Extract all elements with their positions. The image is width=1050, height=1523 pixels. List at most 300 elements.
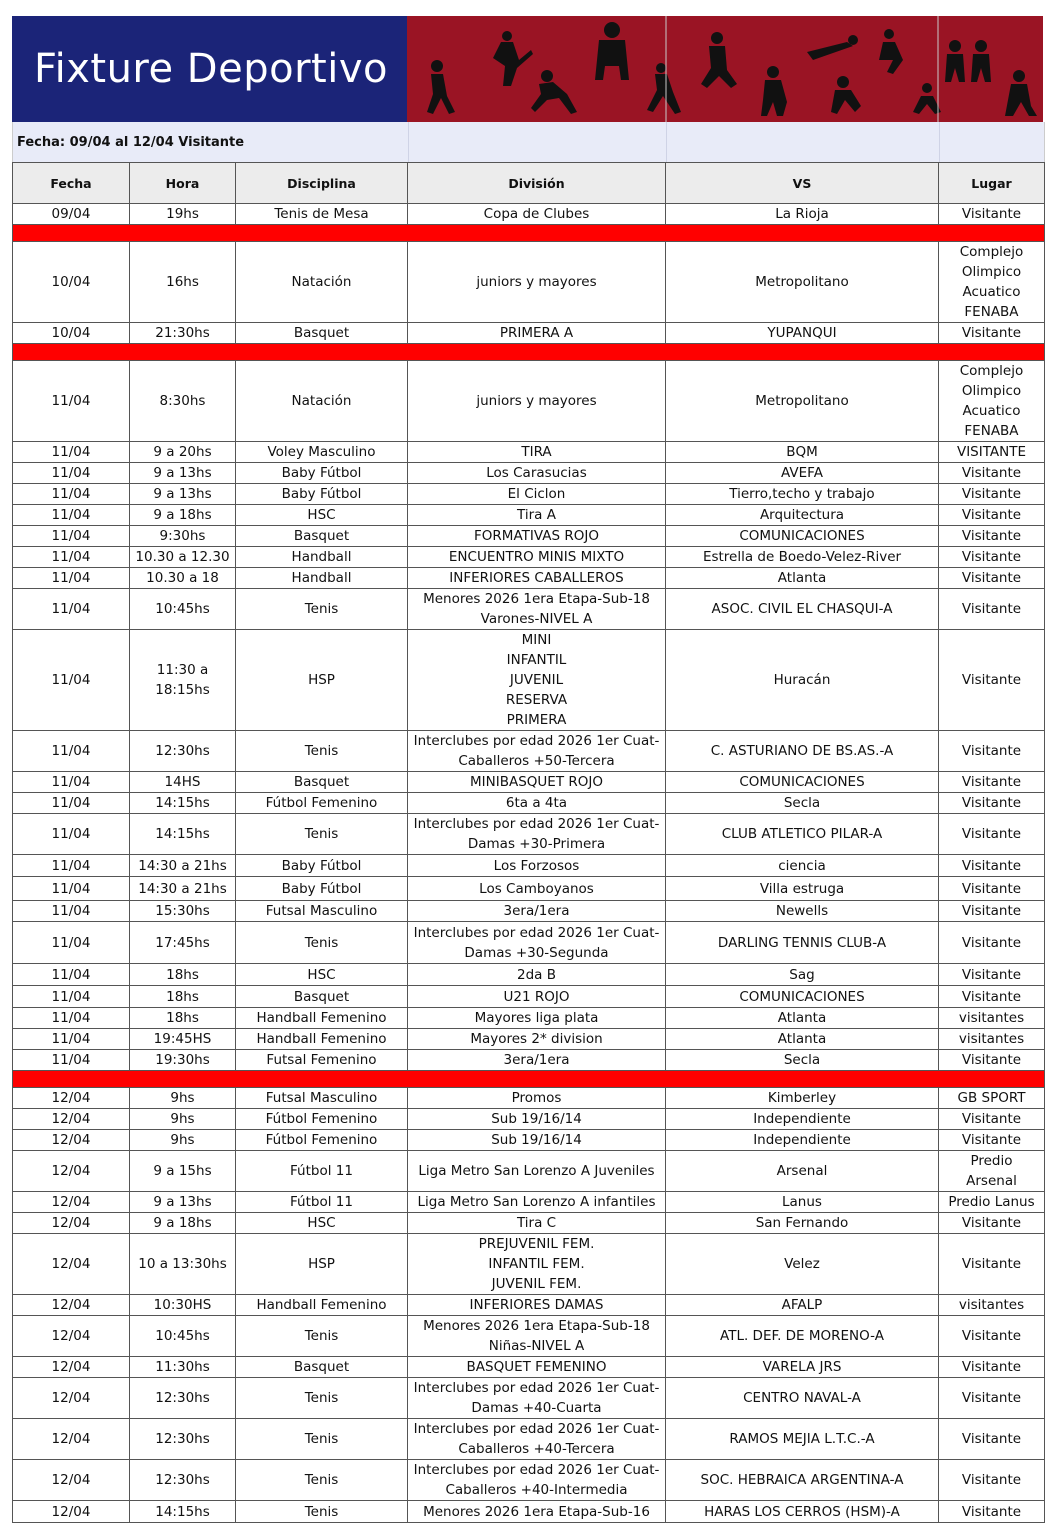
table-row [13,568,1045,589]
table-row [13,1234,1045,1295]
cell-division: 3era/1era [408,901,666,922]
cell-fecha: 10/04 [13,323,130,344]
cell-division: Mayores 2* division [408,1029,666,1050]
table-row [13,731,1045,772]
cell-division: Interclubes por edad 2026 1er Cuat- Damas +40-Cuarta [408,1378,666,1419]
table-row [13,986,1045,1008]
cell-division: Los Carasucias [408,463,666,484]
table-row [13,901,1045,922]
cell-vs: COMUNICACIONES [666,986,939,1008]
cell-hora: 17:45hs [130,922,236,964]
cell-division: 3era/1era [408,1050,666,1071]
table-row [13,964,1045,986]
cell-disciplina: Tenis [236,1419,408,1460]
cell-lugar: Visitante [939,1130,1045,1151]
cell-lugar: Visitante [939,855,1045,877]
cell-division: INFERIORES CABALLEROS [408,568,666,589]
cell-division: Interclubes por edad 2026 1er Cuat- Damas +30-Primera [408,814,666,855]
cell-fecha: 11/04 [13,1029,130,1050]
cell-disciplina: Tenis [236,1460,408,1501]
cell-division: Tira C [408,1213,666,1234]
cell-disciplina: Fútbol 11 [236,1151,408,1192]
cell-fecha: 11/04 [13,731,130,772]
header-banner [12,16,1043,122]
cell-division: Los Camboyanos [408,877,666,901]
table-row [13,855,1045,877]
cell-fecha: 11/04 [13,589,130,630]
cell-lugar: Complejo Olimpico Acuatico FENABA [939,361,1045,442]
cell-vs: AFALP [666,1295,939,1316]
cell-lugar: Visitante [939,526,1045,547]
cell-disciplina: Basquet [236,526,408,547]
cell-vs: Atlanta [666,1029,939,1050]
cell-vs: CLUB ATLETICO PILAR-A [666,814,939,855]
cell-division: Menores 2026 1era Etapa-Sub-16 [408,1501,666,1523]
cell-fecha: 11/04 [13,901,130,922]
cell-division: Copa de Clubes [408,204,666,225]
cell-disciplina: Handball Femenino [236,1295,408,1316]
cell-lugar: Visitante [939,877,1045,901]
cell-lugar: Predio Lanus [939,1192,1045,1213]
cell-vs: Secla [666,793,939,814]
cell-lugar: GB SPORT [939,1088,1045,1109]
cell-hora: 14:30 a 21hs [130,855,236,877]
cell-disciplina: Futsal Femenino [236,1050,408,1071]
cell-hora: 14:15hs [130,1501,236,1523]
cell-disciplina: Handball [236,568,408,589]
cell-lugar: Visitante [939,630,1045,731]
cell-vs: Newells [666,901,939,922]
table-row [13,1357,1045,1378]
separator-band [13,344,1045,361]
cell-vs: Atlanta [666,568,939,589]
cell-division: Interclubes por edad 2026 1er Cuat- Caballeros +40-Tercera [408,1419,666,1460]
cell-lugar: Visitante [939,1213,1045,1234]
cell-disciplina: Natación [236,242,408,323]
cell-division: Sub 19/16/14 [408,1109,666,1130]
cell-division: Los Forzosos [408,855,666,877]
cell-hora: 9 a 13hs [130,463,236,484]
cell-vs: Estrella de Boedo-Velez-River [666,547,939,568]
cell-fecha: 12/04 [13,1378,130,1419]
date-range-bar [12,122,1045,162]
cell-division: 2da B [408,964,666,986]
cell-division: Mayores liga plata [408,1008,666,1029]
table-row [13,793,1045,814]
cell-fecha: 12/04 [13,1151,130,1192]
cell-fecha: 11/04 [13,630,130,731]
cell-fecha: 11/04 [13,964,130,986]
cell-vs: AVEFA [666,463,939,484]
cell-fecha: 12/04 [13,1192,130,1213]
cell-hora: 10:30HS [130,1295,236,1316]
cell-division: juniors y mayores [408,361,666,442]
cell-hora: 9 a 13hs [130,484,236,505]
separator-band [13,225,1045,242]
table-row [13,1460,1045,1501]
cell-disciplina: Tenis [236,814,408,855]
cell-hora: 9 a 13hs [130,1192,236,1213]
cell-disciplina: Fútbol Femenino [236,1130,408,1151]
cell-disciplina: HSC [236,1213,408,1234]
cell-fecha: 12/04 [13,1295,130,1316]
cell-lugar: Visitante [939,1501,1045,1523]
cell-hora: 8:30hs [130,361,236,442]
cell-hora: 10.30 a 18 [130,568,236,589]
cell-fecha: 12/04 [13,1501,130,1523]
table-header-row [13,163,1045,204]
cell-disciplina: Voley Masculino [236,442,408,463]
divider [666,122,667,162]
cell-disciplina: Baby Fútbol [236,484,408,505]
column-header-division: División [408,163,666,204]
cell-lugar: Visitante [939,922,1045,964]
cell-lugar: Visitante [939,772,1045,793]
cell-hora: 10.30 a 12.30 [130,547,236,568]
cell-fecha: 11/04 [13,442,130,463]
cell-disciplina: Futsal Masculino [236,901,408,922]
cell-division: Interclubes por edad 2026 1er Cuat- Damas +30-Segunda [408,922,666,964]
table-row [13,1316,1045,1357]
table-row [13,442,1045,463]
cell-fecha: 11/04 [13,814,130,855]
cell-hora: 18hs [130,964,236,986]
cell-lugar: visitantes [939,1008,1045,1029]
separator-band [13,1071,1045,1088]
table-row [13,463,1045,484]
table-row [13,772,1045,793]
cell-hora: 12:30hs [130,1378,236,1419]
table-row [13,922,1045,964]
cell-division: 6ta a 4ta [408,793,666,814]
cell-division: PRIMERA A [408,323,666,344]
divider [408,122,409,162]
fixture-table-body [13,204,1045,1523]
cell-disciplina: HSC [236,964,408,986]
table-row [13,1088,1045,1109]
cell-hora: 15:30hs [130,901,236,922]
cell-hora: 14:15hs [130,814,236,855]
cell-hora: 18hs [130,986,236,1008]
cell-hora: 10:45hs [130,1316,236,1357]
cell-hora: 19:45HS [130,1029,236,1050]
table-row [13,630,1045,731]
cell-lugar: Visitante [939,568,1045,589]
table-row [13,505,1045,526]
table-row [13,484,1045,505]
cell-vs: Villa estruga [666,877,939,901]
cell-fecha: 12/04 [13,1088,130,1109]
table-row [13,1130,1045,1151]
cell-lugar: Visitante [939,463,1045,484]
cell-disciplina: Natación [236,361,408,442]
cell-disciplina: Tenis [236,922,408,964]
column-header-vs: VS [666,163,939,204]
cell-vs: Sag [666,964,939,986]
cell-lugar: Visitante [939,1419,1045,1460]
cell-disciplina: Futsal Masculino [236,1088,408,1109]
cell-fecha: 11/04 [13,547,130,568]
cell-disciplina: Tenis [236,589,408,630]
cell-lugar: visitantes [939,1029,1045,1050]
cell-vs: ATL. DEF. DE MORENO-A [666,1316,939,1357]
cell-lugar: Visitante [939,1050,1045,1071]
sports-silhouettes-image [407,16,1043,122]
cell-hora: 11:30 a 18:15hs [130,630,236,731]
date-separator-row [13,344,1045,361]
cell-vs: Arquitectura [666,505,939,526]
cell-division: U21 ROJO [408,986,666,1008]
cell-division: Sub 19/16/14 [408,1130,666,1151]
column-header-hora: Hora [130,163,236,204]
cell-lugar: Visitante [939,964,1045,986]
cell-disciplina: Handball Femenino [236,1029,408,1050]
cell-vs: CENTRO NAVAL-A [666,1378,939,1419]
cell-fecha: 11/04 [13,463,130,484]
cell-lugar: Visitante [939,1378,1045,1419]
cell-vs: Atlanta [666,1008,939,1029]
cell-disciplina: Basquet [236,1357,408,1378]
cell-hora: 9 a 18hs [130,1213,236,1234]
cell-hora: 14:30 a 21hs [130,877,236,901]
cell-lugar: Visitante [939,731,1045,772]
cell-hora: 16hs [130,242,236,323]
cell-lugar: Visitante [939,814,1045,855]
table-row [13,1501,1045,1523]
cell-vs: COMUNICACIONES [666,526,939,547]
cell-vs: RAMOS MEJIA L.T.C.-A [666,1419,939,1460]
cell-lugar: Visitante [939,484,1045,505]
cell-fecha: 11/04 [13,526,130,547]
table-row [13,242,1045,323]
cell-hora: 10:45hs [130,589,236,630]
table-row [13,1378,1045,1419]
cell-division: Liga Metro San Lorenzo A Juveniles [408,1151,666,1192]
cell-fecha: 12/04 [13,1316,130,1357]
cell-disciplina: Fútbol Femenino [236,793,408,814]
cell-division: INFERIORES DAMAS [408,1295,666,1316]
cell-fecha: 11/04 [13,484,130,505]
cell-fecha: 12/04 [13,1213,130,1234]
cell-division: TIRA [408,442,666,463]
cell-hora: 9 a 18hs [130,505,236,526]
table-row [13,1151,1045,1192]
table-row [13,1295,1045,1316]
cell-lugar: visitantes [939,1295,1045,1316]
divider [939,122,940,162]
cell-hora: 19:30hs [130,1050,236,1071]
cell-vs: YUPANQUI [666,323,939,344]
cell-division: PREJUVENIL FEM. INFANTIL FEM. JUVENIL FEM. [408,1234,666,1295]
cell-hora: 11:30hs [130,1357,236,1378]
cell-lugar: Visitante [939,1109,1045,1130]
cell-disciplina: Tenis de Mesa [236,204,408,225]
cell-disciplina: Fútbol Femenino [236,1109,408,1130]
cell-hora: 9 a 20hs [130,442,236,463]
cell-fecha: 11/04 [13,986,130,1008]
cell-hora: 18hs [130,1008,236,1029]
column-header-fecha: Fecha [13,163,130,204]
cell-division: Tira A [408,505,666,526]
cell-fecha: 12/04 [13,1460,130,1501]
cell-hora: 14:15hs [130,793,236,814]
cell-fecha: 11/04 [13,922,130,964]
cell-lugar: Visitante [939,1316,1045,1357]
table-row [13,1029,1045,1050]
table-row [13,361,1045,442]
cell-vs: VARELA JRS [666,1357,939,1378]
cell-disciplina: Baby Fútbol [236,877,408,901]
cell-vs: Arsenal [666,1151,939,1192]
cell-hora: 19hs [130,204,236,225]
cell-disciplina: Fútbol 11 [236,1192,408,1213]
cell-lugar: Visitante [939,1357,1045,1378]
cell-fecha: 11/04 [13,1050,130,1071]
cell-vs: Independiente [666,1130,939,1151]
cell-lugar: Visitante [939,204,1045,225]
cell-fecha: 11/04 [13,361,130,442]
table-row [13,204,1045,225]
cell-lugar: Visitante [939,589,1045,630]
cell-lugar: Predio Arsenal [939,1151,1045,1192]
cell-hora: 9hs [130,1088,236,1109]
cell-vs: Metropolitano [666,242,939,323]
cell-division: MINI INFANTIL JUVENIL RESERVA PRIMERA [408,630,666,731]
cell-fecha: 11/04 [13,772,130,793]
cell-vs: BQM [666,442,939,463]
cell-division: ENCUENTRO MINIS MIXTO [408,547,666,568]
cell-hora: 12:30hs [130,1460,236,1501]
date-separator-row [13,225,1045,242]
cell-vs: SOC. HEBRAICA ARGENTINA-A [666,1460,939,1501]
cell-fecha: 11/04 [13,793,130,814]
table-row [13,547,1045,568]
cell-division: Liga Metro San Lorenzo A infantiles [408,1192,666,1213]
cell-disciplina: Handball Femenino [236,1008,408,1029]
cell-lugar: Visitante [939,901,1045,922]
cell-disciplina: Baby Fútbol [236,855,408,877]
cell-disciplina: Tenis [236,731,408,772]
cell-vs: C. ASTURIANO DE BS.AS.-A [666,731,939,772]
athletes-silhouette-icon [407,16,1043,122]
cell-disciplina: Tenis [236,1378,408,1419]
cell-disciplina: Baby Fútbol [236,463,408,484]
cell-hora: 9:30hs [130,526,236,547]
cell-division: El Ciclon [408,484,666,505]
table-row [13,1008,1045,1029]
cell-disciplina: Basquet [236,772,408,793]
cell-disciplina: Basquet [236,323,408,344]
cell-lugar: VISITANTE [939,442,1045,463]
cell-hora: 10 a 13:30hs [130,1234,236,1295]
table-row [13,1192,1045,1213]
cell-vs: Secla [666,1050,939,1071]
column-header-lugar: Lugar [939,163,1045,204]
cell-lugar: Visitante [939,986,1045,1008]
cell-division: FORMATIVAS ROJO [408,526,666,547]
cell-vs: Independiente [666,1109,939,1130]
cell-fecha: 12/04 [13,1419,130,1460]
cell-disciplina: HSP [236,1234,408,1295]
cell-disciplina: Tenis [236,1501,408,1523]
cell-fecha: 12/04 [13,1357,130,1378]
cell-lugar: Visitante [939,793,1045,814]
cell-lugar: Visitante [939,323,1045,344]
cell-vs: ciencia [666,855,939,877]
date-range-text: Fecha: 09/04 al 12/04 Visitante [17,134,245,150]
cell-vs: Tierro,techo y trabajo [666,484,939,505]
cell-hora: 14HS [130,772,236,793]
cell-hora: 9hs [130,1130,236,1151]
cell-vs: Metropolitano [666,361,939,442]
cell-disciplina: HSP [236,630,408,731]
cell-division: Promos [408,1088,666,1109]
cell-fecha: 11/04 [13,505,130,526]
cell-vs: ASOC. CIVIL EL CHASQUI-A [666,589,939,630]
cell-fecha: 12/04 [13,1234,130,1295]
table-row [13,814,1045,855]
cell-division: Interclubes por edad 2026 1er Cuat- Caballeros +40-Intermedia [408,1460,666,1501]
cell-vs: San Fernando [666,1213,939,1234]
table-row [13,1050,1045,1071]
cell-fecha: 10/04 [13,242,130,323]
cell-division: Menores 2026 1era Etapa-Sub-18 Niñas-NIVEL A [408,1316,666,1357]
cell-lugar: Visitante [939,505,1045,526]
cell-vs: DARLING TENNIS CLUB-A [666,922,939,964]
cell-vs: Lanus [666,1192,939,1213]
table-row [13,1109,1045,1130]
cell-vs: La Rioja [666,204,939,225]
table-row [13,323,1045,344]
cell-hora: 9 a 15hs [130,1151,236,1192]
table-row [13,589,1045,630]
cell-vs: HARAS LOS CERROS (HSM)-A [666,1501,939,1523]
cell-hora: 12:30hs [130,1419,236,1460]
cell-division: Menores 2026 1era Etapa-Sub-18 Varones-NIVEL A [408,589,666,630]
cell-hora: 12:30hs [130,731,236,772]
date-separator-row [13,1071,1045,1088]
cell-division: Interclubes por edad 2026 1er Cuat- Caballeros +50-Tercera [408,731,666,772]
cell-vs: Kimberley [666,1088,939,1109]
cell-fecha: 11/04 [13,568,130,589]
title-panel [12,16,407,122]
cell-vs: COMUNICACIONES [666,772,939,793]
cell-lugar: Complejo Olimpico Acuatico FENABA [939,242,1045,323]
cell-lugar: Visitante [939,547,1045,568]
cell-disciplina: Handball [236,547,408,568]
cell-fecha: 11/04 [13,877,130,901]
cell-hora: 21:30hs [130,323,236,344]
cell-vs: Huracán [666,630,939,731]
cell-fecha: 12/04 [13,1130,130,1151]
cell-hora: 9hs [130,1109,236,1130]
cell-lugar: Visitante [939,1234,1045,1295]
table-row [13,526,1045,547]
cell-lugar: Visitante [939,1460,1045,1501]
table-row [13,877,1045,901]
cell-disciplina: HSC [236,505,408,526]
cell-division: MINIBASQUET ROJO [408,772,666,793]
cell-disciplina: Tenis [236,1316,408,1357]
cell-fecha: 11/04 [13,855,130,877]
cell-vs: Velez [666,1234,939,1295]
cell-division: BASQUET FEMENINO [408,1357,666,1378]
table-row [13,1213,1045,1234]
page-title: Fixture Deportivo [34,46,388,92]
cell-fecha: 12/04 [13,1109,130,1130]
cell-fecha: 09/04 [13,204,130,225]
column-header-disciplina: Disciplina [236,163,408,204]
